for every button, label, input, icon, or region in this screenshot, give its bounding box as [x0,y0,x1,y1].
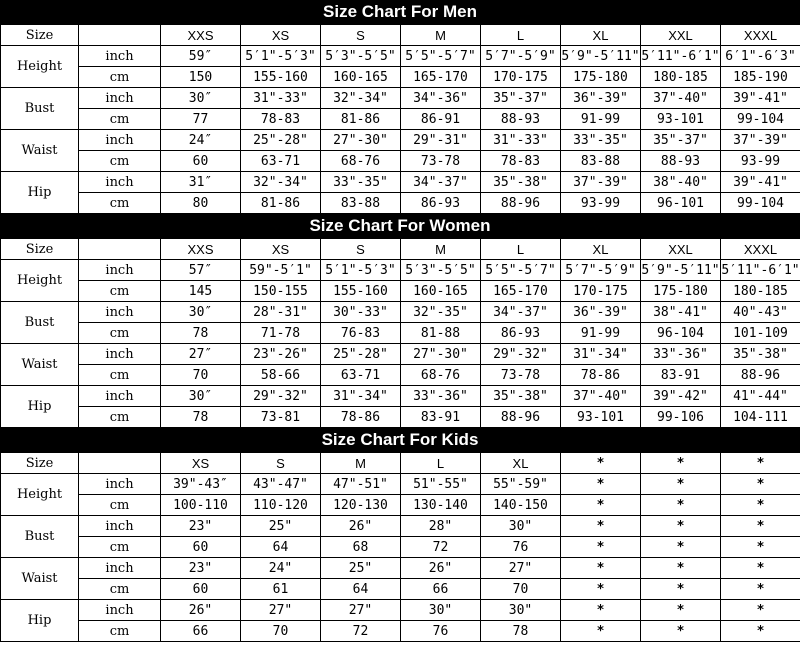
unit-cell: cm [79,537,161,558]
measurement-value: 5′5"-5′7" [481,260,561,281]
measurement-value: 64 [321,579,401,600]
measurement-value: 150-155 [241,281,321,302]
measurement-value: 59"-5′1" [241,260,321,281]
size-header-cell: M [401,239,481,260]
measurement-value: 96-104 [641,323,721,344]
table-row [1,88,800,109]
measurement-value: 35"-38" [721,344,800,365]
measurement-value: 165-170 [481,281,561,302]
table-row [1,495,800,516]
size-header-label: Size [1,453,79,474]
measurement-value: 24" [241,558,321,579]
unit-cell: cm [79,579,161,600]
measurement-value: * [641,600,721,621]
measurement-value: 37"-40" [641,88,721,109]
table-row [1,600,800,621]
measurement-value: 140-150 [481,495,561,516]
measurement-value: 25" [321,558,401,579]
size-header-cell: XXS [161,25,241,46]
unit-header-blank [79,239,161,260]
measurement-value: 81-86 [241,193,321,214]
table-row [1,621,800,642]
measurement-value: 130-140 [401,495,481,516]
table-row [1,172,800,193]
measurement-value: 72 [401,537,481,558]
measurement-value: 155-160 [321,281,401,302]
measurement-value: 64 [241,537,321,558]
measurement-value: 32"-34" [321,88,401,109]
measurement-value: 37"-39" [721,130,800,151]
size-header-cell: L [481,25,561,46]
measurement-value: 150 [161,67,241,88]
measurement-value: 81-86 [321,109,401,130]
measurement-value: 26" [321,516,401,537]
measurement-value: * [721,516,800,537]
measurement-value: * [561,516,641,537]
size-header-cell: XL [561,239,641,260]
measurement-value: 60 [161,537,241,558]
measurement-value: * [641,579,721,600]
measurement-value: 29"-31" [401,130,481,151]
measurement-value: 76 [401,621,481,642]
measurement-value: 23" [161,558,241,579]
measurement-value: 83-91 [401,407,481,428]
size-header-cell: S [321,239,401,260]
measurement-value: * [641,537,721,558]
measurement-value: 5′11"-6′1" [641,46,721,67]
unit-cell: inch [79,46,161,67]
measurement-value: 170-175 [481,67,561,88]
measurement-value: 175-180 [641,281,721,302]
measurement-value: 5′3"-5′5" [321,46,401,67]
measurement-value: 100-110 [161,495,241,516]
measure-label: Hip [1,172,79,214]
measurement-value: 91-99 [561,109,641,130]
measurement-value: 78-83 [241,109,321,130]
measurement-value: 78 [161,323,241,344]
measurement-value: 86-93 [401,193,481,214]
measurement-value: 51"-55" [401,474,481,495]
kids-size-table [0,452,800,642]
size-header-cell: XXXL [721,239,800,260]
measurement-value: 170-175 [561,281,641,302]
unit-cell: inch [79,600,161,621]
unit-header-blank [79,25,161,46]
measurement-value: 40"-43" [721,302,800,323]
measurement-value: 37"-39" [561,172,641,193]
measurement-value: * [561,621,641,642]
table-row [1,67,800,88]
size-header-row [1,239,800,260]
men-size-table [0,24,800,214]
measurement-value: 5′1"-5′3" [321,260,401,281]
table-row [1,474,800,495]
size-header-label: Size [1,25,79,46]
measurement-value: 47"-51" [321,474,401,495]
measurement-value: 71-78 [241,323,321,344]
table-row [1,365,800,386]
size-header-cell: * [641,453,721,474]
measurement-value: 30" [481,600,561,621]
size-header-row [1,453,800,474]
measurement-value: 28"-31" [241,302,321,323]
measurement-value: 160-165 [401,281,481,302]
measurement-value: 91-99 [561,323,641,344]
measurement-value: 36"-39" [561,302,641,323]
measurement-value: 68 [321,537,401,558]
measurement-value: 145 [161,281,241,302]
measurement-value: 25"-28" [321,344,401,365]
measure-label: Bust [1,516,79,558]
measure-label: Hip [1,600,79,642]
measurement-value: * [721,621,800,642]
measurement-value: 30" [401,600,481,621]
size-header-cell: XXL [641,239,721,260]
table-row [1,130,800,151]
measurement-value: 160-165 [321,67,401,88]
size-header-cell: M [321,453,401,474]
unit-cell: cm [79,193,161,214]
unit-cell: inch [79,260,161,281]
size-header-cell: XS [241,239,321,260]
measurement-value: 31"-34" [321,386,401,407]
measure-label: Bust [1,88,79,130]
measurement-value: 29"-32" [481,344,561,365]
unit-cell: cm [79,151,161,172]
table-row [1,46,800,67]
measurement-value: 60 [161,579,241,600]
measurement-value: * [561,579,641,600]
measure-label: Height [1,260,79,302]
measurement-value: 88-93 [481,109,561,130]
measurement-value: * [721,474,800,495]
measurement-value: 73-78 [401,151,481,172]
measurement-value: 30"-33" [321,302,401,323]
measurement-value: 43"-47" [241,474,321,495]
unit-cell: cm [79,495,161,516]
measurement-value: 32"-35" [401,302,481,323]
measurement-value: 76 [481,537,561,558]
measurement-value: 33"-36" [401,386,481,407]
table-row [1,323,800,344]
measurement-value: 39"-42" [641,386,721,407]
measurement-value: * [641,474,721,495]
measurement-value: 104-111 [721,407,800,428]
measurement-value: 185-190 [721,67,800,88]
measurement-value: 68-76 [321,151,401,172]
measurement-value: 78-86 [561,365,641,386]
size-header-cell: XL [561,25,641,46]
measurement-value: 38"-41" [641,302,721,323]
size-header-cell: XXS [161,239,241,260]
size-header-cell: XS [241,25,321,46]
measurement-value: 5′9"-5′11" [641,260,721,281]
measurement-value: 88-96 [481,193,561,214]
measurement-value: * [721,579,800,600]
measurement-value: 57″ [161,260,241,281]
measurement-value: 26" [161,600,241,621]
measurement-value: 60 [161,151,241,172]
measurement-value: 31"-33" [481,130,561,151]
measurement-value: * [721,495,800,516]
measurement-value: 70 [161,365,241,386]
measurement-value: 155-160 [241,67,321,88]
table-row [1,109,800,130]
unit-cell: inch [79,516,161,537]
size-header-cell: XL [481,453,561,474]
measurement-value: * [561,600,641,621]
measurement-value: 34"-37" [481,302,561,323]
measurement-value: 59″ [161,46,241,67]
measurement-value: 83-91 [641,365,721,386]
measurement-value: 81-88 [401,323,481,344]
measurement-value: 29"-32" [241,386,321,407]
measurement-value: * [641,558,721,579]
measurement-value: 66 [161,621,241,642]
measurement-value: 32"-34" [241,172,321,193]
measurement-value: 120-130 [321,495,401,516]
measurement-value: 30″ [161,302,241,323]
measurement-value: 68-76 [401,365,481,386]
unit-cell: cm [79,281,161,302]
measurement-value: * [721,558,800,579]
measurement-value: 25" [241,516,321,537]
measurement-value: * [561,474,641,495]
measure-label: Waist [1,130,79,172]
measurement-value: 5′7"-5′9" [481,46,561,67]
measurement-value: 83-88 [321,193,401,214]
measurement-value: 70 [481,579,561,600]
measurement-value: 63-71 [241,151,321,172]
measurement-value: 88-96 [721,365,800,386]
measurement-value: 70 [241,621,321,642]
measurement-value: 58-66 [241,365,321,386]
measurement-value: 26" [401,558,481,579]
measurement-value: 31"-34" [561,344,641,365]
unit-cell: inch [79,558,161,579]
measurement-value: 63-71 [321,365,401,386]
unit-cell: cm [79,365,161,386]
measurement-value: 27″ [161,344,241,365]
measurement-value: 5′1"-5′3" [241,46,321,67]
measurement-value: * [641,516,721,537]
size-header-label: Size [1,239,79,260]
size-header-cell: M [401,25,481,46]
measurement-value: 31"-33" [241,88,321,109]
measurement-value: * [561,537,641,558]
table-row [1,344,800,365]
unit-cell: inch [79,386,161,407]
measurement-value: 27" [241,600,321,621]
unit-header-blank [79,453,161,474]
table-row [1,151,800,172]
measure-label: Height [1,46,79,88]
measurement-value: 93-101 [561,407,641,428]
unit-cell: cm [79,621,161,642]
measurement-value: 37"-40" [561,386,641,407]
unit-cell: cm [79,109,161,130]
table-row [1,516,800,537]
measurement-value: 34"-37" [401,172,481,193]
measurement-value: 24″ [161,130,241,151]
measurement-value: 76-83 [321,323,401,344]
size-header-cell: L [481,239,561,260]
measurement-value: 73-81 [241,407,321,428]
size-header-cell: * [561,453,641,474]
measurement-value: 35"-37" [641,130,721,151]
size-header-row [1,25,800,46]
table-row [1,193,800,214]
women-size-table [0,238,800,428]
measurement-value: 83-88 [561,151,641,172]
measurement-value: 93-101 [641,109,721,130]
measurement-value: 73-78 [481,365,561,386]
measurement-value: 61 [241,579,321,600]
measurement-value: 31″ [161,172,241,193]
unit-cell: inch [79,474,161,495]
measurement-value: 180-185 [721,281,800,302]
measurement-value: 101-109 [721,323,800,344]
unit-cell: cm [79,67,161,88]
men-section-title: Size Chart For Men [0,0,800,24]
measure-label: Height [1,474,79,516]
unit-cell: inch [79,172,161,193]
measurement-value: 175-180 [561,67,641,88]
size-header-cell: * [721,453,800,474]
measurement-value: 30" [481,516,561,537]
size-header-cell: XXL [641,25,721,46]
measurement-value: 33"-35" [321,172,401,193]
measurement-value: 38"-40" [641,172,721,193]
table-row [1,302,800,323]
unit-cell: cm [79,323,161,344]
measurement-value: 27" [481,558,561,579]
measure-label: Waist [1,344,79,386]
measurement-value: 5′11"-6′1" [721,260,800,281]
table-row [1,558,800,579]
measurement-value: 33"-36" [641,344,721,365]
measurement-value: 93-99 [721,151,800,172]
measurement-value: 39"-41" [721,172,800,193]
unit-cell: inch [79,88,161,109]
measurement-value: 78 [481,621,561,642]
measurement-value: * [641,495,721,516]
measurement-value: 39"-43″ [161,474,241,495]
measurement-value: 5′9"-5′11" [561,46,641,67]
kids-section-title: Size Chart For Kids [0,428,800,452]
measurement-value: * [561,558,641,579]
measurement-value: 27"-30" [401,344,481,365]
women-section-title: Size Chart For Women [0,214,800,238]
measure-label: Bust [1,302,79,344]
measurement-value: 23"-26" [241,344,321,365]
measurement-value: * [721,600,800,621]
measurement-value: 99-104 [721,193,800,214]
measure-label: Waist [1,558,79,600]
measurement-value: 55"-59" [481,474,561,495]
table-row [1,260,800,281]
measurement-value: 66 [401,579,481,600]
measurement-value: 5′7"-5′9" [561,260,641,281]
table-row [1,407,800,428]
size-header-cell: XXXL [721,25,800,46]
measurement-value: 180-185 [641,67,721,88]
measurement-value: 96-101 [641,193,721,214]
table-row [1,579,800,600]
measurement-value: 6′1"-6′3" [721,46,800,67]
measurement-value: * [561,495,641,516]
size-header-cell: XS [161,453,241,474]
measurement-value: 77 [161,109,241,130]
unit-cell: inch [79,302,161,323]
measurement-value: 78-83 [481,151,561,172]
measurement-value: 33"-35" [561,130,641,151]
unit-cell: inch [79,344,161,365]
measurement-value: 30″ [161,386,241,407]
measurement-value: 34"-36" [401,88,481,109]
table-row [1,537,800,558]
measurement-value: 110-120 [241,495,321,516]
size-header-cell: S [241,453,321,474]
measurement-value: 41"-44" [721,386,800,407]
measurement-value: 78 [161,407,241,428]
measurement-value: 35"-38" [481,386,561,407]
measurement-value: * [641,621,721,642]
measurement-value: * [721,537,800,558]
measurement-value: 5′5"-5′7" [401,46,481,67]
measurement-value: 39"-41" [721,88,800,109]
measurement-value: 5′3"-5′5" [401,260,481,281]
measurement-value: 78-86 [321,407,401,428]
measurement-value: 93-99 [561,193,641,214]
table-row [1,386,800,407]
unit-cell: cm [79,407,161,428]
measure-label: Hip [1,386,79,428]
size-header-cell: L [401,453,481,474]
measurement-value: 23" [161,516,241,537]
measurement-value: 165-170 [401,67,481,88]
measurement-value: 99-104 [721,109,800,130]
measurement-value: 30″ [161,88,241,109]
measurement-value: 99-106 [641,407,721,428]
size-header-cell: S [321,25,401,46]
measurement-value: 25"-28" [241,130,321,151]
measurement-value: 35"-37" [481,88,561,109]
measurement-value: 88-93 [641,151,721,172]
measurement-value: 36"-39" [561,88,641,109]
measurement-value: 80 [161,193,241,214]
measurement-value: 27"-30" [321,130,401,151]
table-row [1,281,800,302]
measurement-value: 72 [321,621,401,642]
measurement-value: 27" [321,600,401,621]
measurement-value: 88-96 [481,407,561,428]
unit-cell: inch [79,130,161,151]
measurement-value: 35"-38" [481,172,561,193]
measurement-value: 86-93 [481,323,561,344]
measurement-value: 86-91 [401,109,481,130]
measurement-value: 28" [401,516,481,537]
